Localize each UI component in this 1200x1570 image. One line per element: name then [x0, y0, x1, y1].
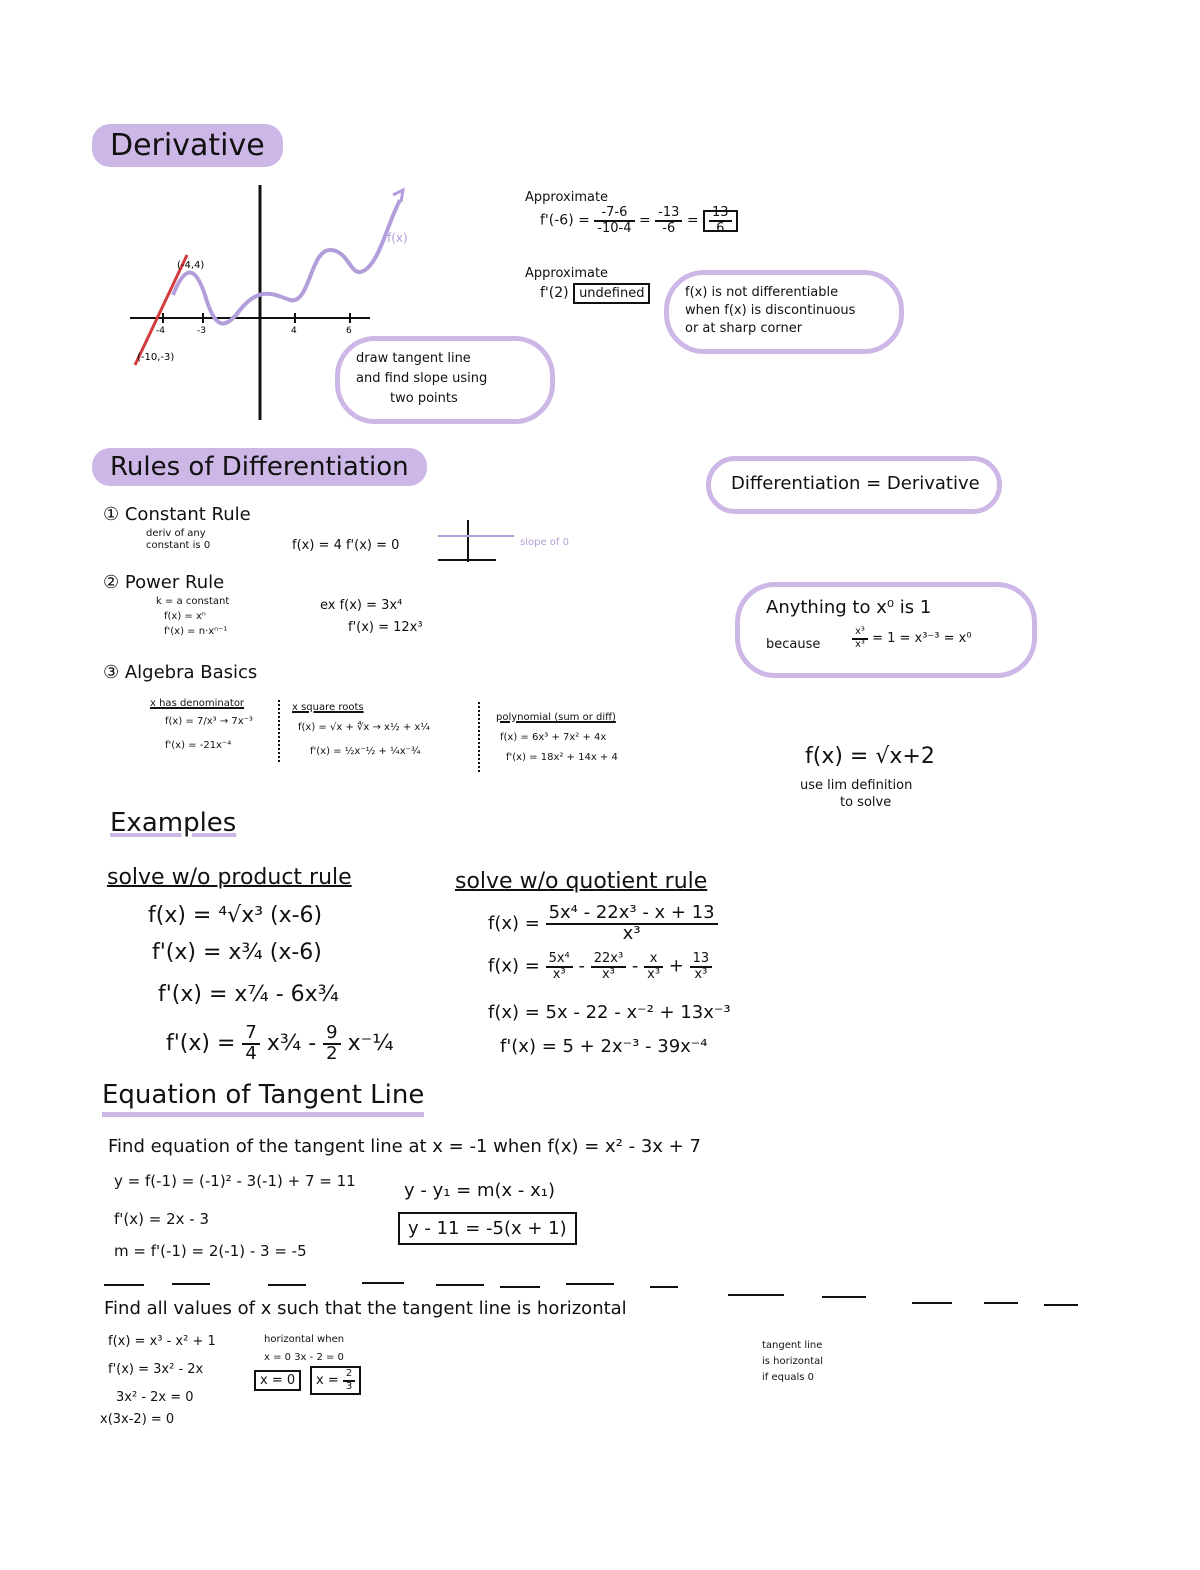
- tangent-answer: y - 11 = -5(x + 1): [398, 1212, 577, 1245]
- tangent-title: Equation of Tangent Line: [102, 1080, 424, 1117]
- quotient-line-2: f(x) = $\frac{\text{5x⁴}}{\text{x³}}$ - $\frac{\text{22x³}}{\text{x³}}$ - $\frac{x}{\text{x³}}$ + $\frac{13}{\text{x³}}$: [488, 952, 712, 981]
- approx1-title: Approximate: [525, 190, 609, 205]
- algebra-basics-title: ③ Algebra Basics: [103, 662, 258, 683]
- svg-text:4: 4: [291, 326, 297, 336]
- answer-x-zero: x = 0: [254, 1370, 301, 1391]
- answer-x-two-thirds: x = $\frac{2}{3}$: [310, 1366, 361, 1395]
- svg-text:6: 6: [346, 326, 352, 336]
- point-slope-formula: y - y₁ = m(x - x₁): [404, 1180, 556, 1201]
- product-rule-title: solve w/o product rule: [107, 865, 352, 890]
- approx1-equation: f'(-6) = $\frac{-7-6}{-10-4}$ = $\frac{-13}{-6}$ = $\frac{13}{6}$: [540, 206, 738, 235]
- sqrt-example: f(x) = √x+2: [805, 744, 935, 769]
- anything-to-zero-cloud: Anything to x⁰ is 1 because $\frac{\text{x³}}{\text{x³}}$ = 1 = x³⁻³ = x⁰: [735, 582, 1037, 678]
- point-top-label: (-4,4): [177, 260, 205, 271]
- approx2-equation: f'(2) undefined: [540, 285, 650, 301]
- constant-rule-title: ① Constant Rule: [103, 504, 251, 525]
- not-differentiable-cloud: f(x) is not differentiable when f(x) is discontinuous or at sharp corner: [664, 270, 904, 354]
- product-final-line: f'(x) = $\frac{7}{4}$ x¾ - $\frac{9}{2}$ x⁻¼: [166, 1022, 394, 1064]
- constant-slope-sketch: [436, 518, 516, 564]
- power-rule-title: ② Power Rule: [103, 572, 225, 593]
- derivative-title: Derivative: [92, 124, 283, 167]
- point-bottom-label: (-10,-3): [137, 352, 175, 363]
- synonym-cloud: Differentiation = Derivative: [706, 456, 1002, 514]
- tangent-note-cloud: draw tangent line and find slope using two points: [335, 336, 555, 424]
- svg-text:-4: -4: [156, 326, 165, 336]
- svg-text:-3: -3: [197, 326, 206, 336]
- slope-zero-label: slope of 0: [520, 537, 569, 548]
- function-curve: [173, 200, 400, 324]
- tangent-line: [135, 255, 187, 365]
- constant-rule-example: f(x) = 4 f'(x) = 0: [292, 538, 400, 553]
- fx-label: f(x): [387, 231, 408, 245]
- rules-title: Rules of Differentiation: [92, 448, 427, 486]
- tangent-prompt: Find equation of the tangent line at x = -1 when f(x) = x² - 3x + 7: [108, 1136, 701, 1157]
- examples-title: Examples: [110, 808, 237, 838]
- quotient-rule-title: solve w/o quotient rule: [455, 869, 708, 894]
- approx2-title: Approximate: [525, 266, 609, 281]
- horizontal-prompt: Find all values of x such that the tangent line is horizontal: [104, 1298, 627, 1319]
- quotient-line-1: f(x) = $\frac{\text{5x⁴ - 22x³ - x + 13}}{\text{x³}}$: [488, 904, 718, 944]
